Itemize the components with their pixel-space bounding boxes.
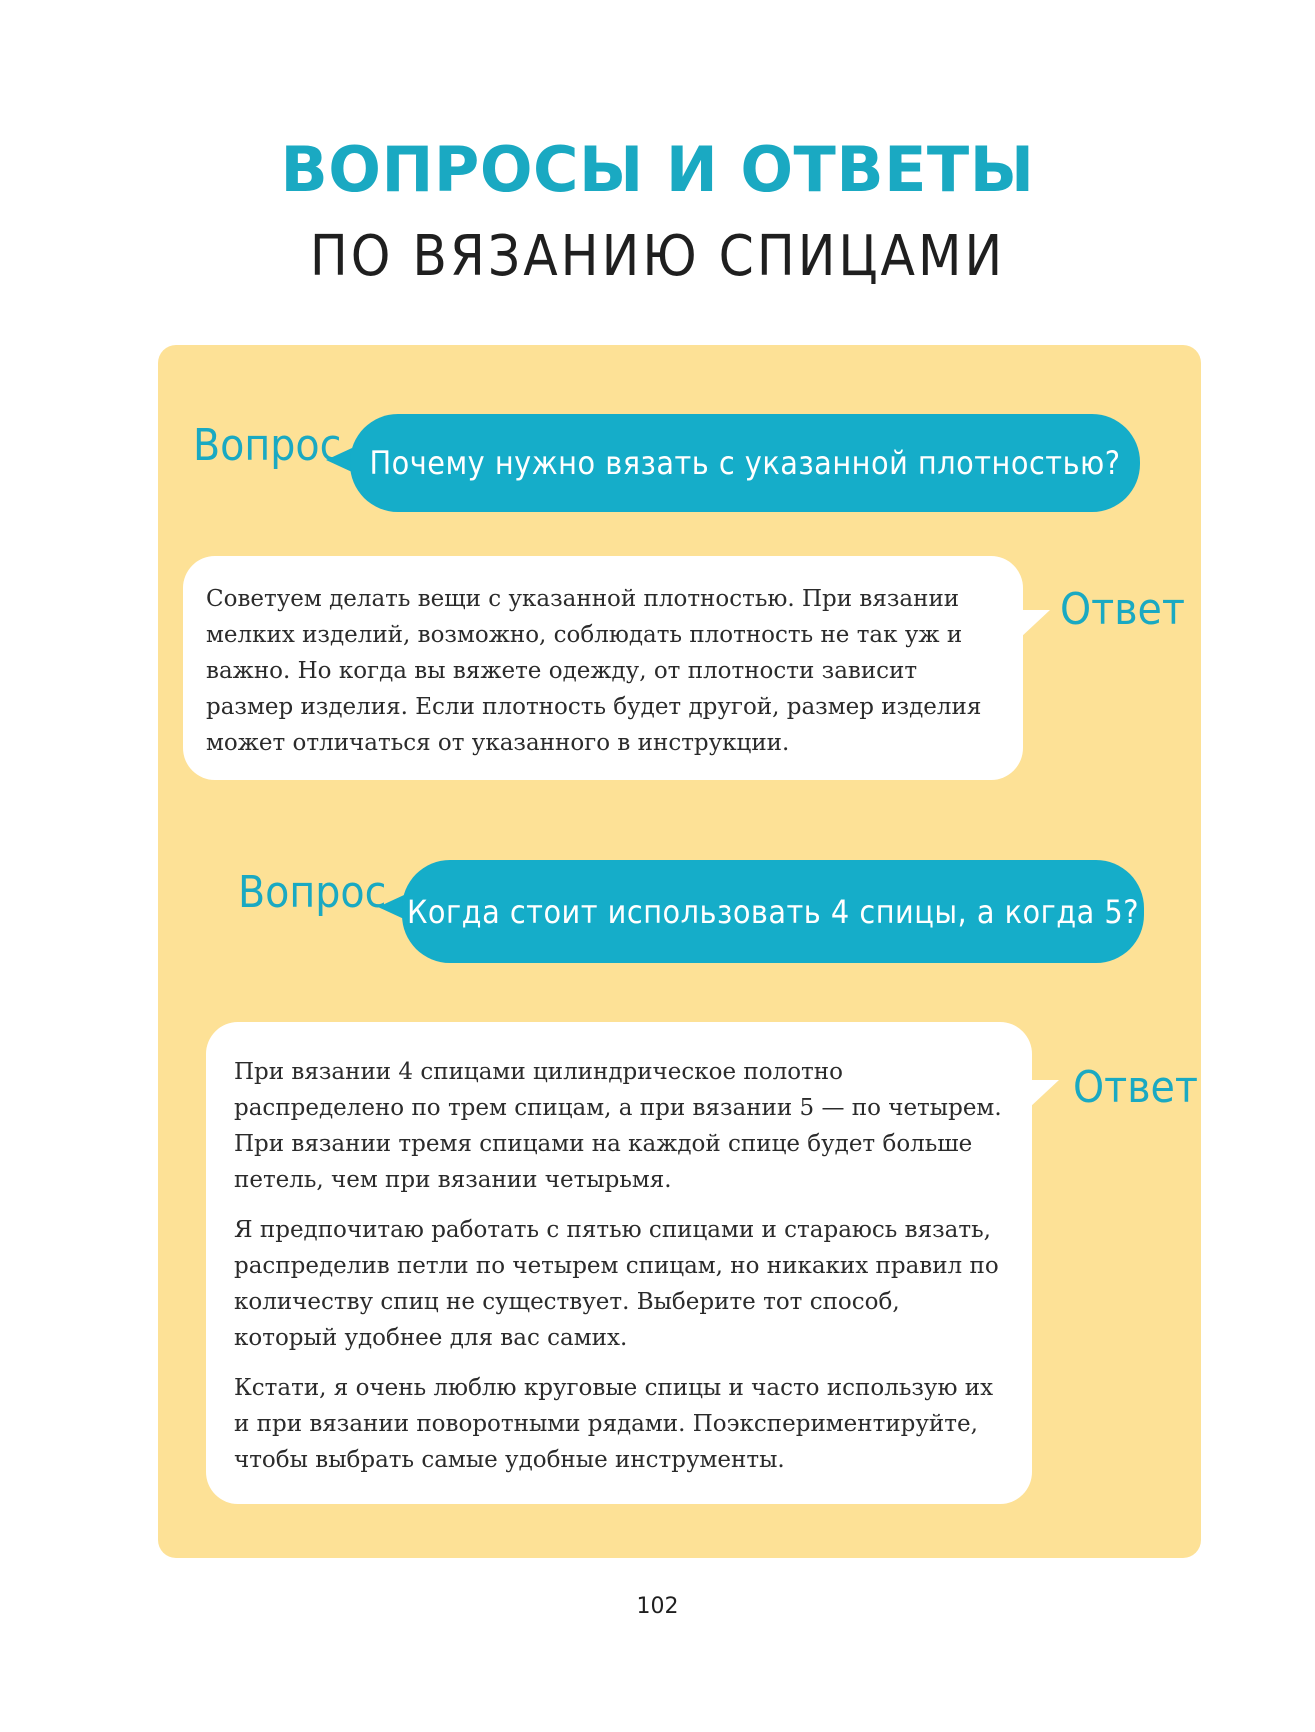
answer-paragraph: Кстати, я очень люблю круговые спицы и часто использую их и при вязании поворотными рядами. Поэкспериментируйте, чтобы выбрать самые удобные инструменты. (234, 1375, 994, 1473)
question-text: Почему нужно вязать с указанной плотностью? (369, 444, 1121, 482)
answer-label: Ответ (1073, 1062, 1198, 1113)
speech-tail (1029, 1080, 1059, 1108)
question-text: Когда стоит использовать 4 спицы, а когда 5? (406, 892, 1140, 931)
question-bubble (350, 414, 1140, 512)
answer-bubble (206, 1022, 1032, 1504)
page-title: ВОПРОСЫ И ОТВЕТЫ (280, 133, 1035, 206)
answer-label: Ответ (1060, 584, 1185, 635)
question-label: Вопрос (193, 420, 342, 471)
speech-tail (378, 895, 404, 919)
speech-tail (1020, 610, 1050, 638)
answer-bubble (183, 556, 1023, 780)
answer-paragraph: При вязании 4 спицами цилиндрическое полотно распределено по трем спицам, а при вязании 5 — по четырем. При вязании тремя спицами на каждой спице будет больше петель, чем при вязании четырьмя. (234, 1059, 1002, 1193)
question-label: Вопрос (238, 867, 387, 918)
answer-paragraph: Я предпочитаю работать с пятью спицами и стараюсь вязать, распределив петли по четырем спицам, но никаких правил по количеству спиц не существует. Выберите тот способ, который удобнее для вас самих. (234, 1217, 999, 1351)
page-subtitle: ПО ВЯЗАНИЮ СПИЦАМИ (309, 224, 1006, 289)
answer-paragraph: Советуем делать вещи с указанной плотностью. При вязании мелких изделий, возможно, соблюдать плотность не так уж и важно. Но когда вы вяжете одежду, от плотности зависит размер изделия. Если плотность будет другой, размер изделия может отличаться от указанного в инструкции. (206, 586, 982, 756)
question-bubble (402, 860, 1144, 963)
page-number: 102 (636, 1594, 679, 1619)
speech-tail (326, 448, 352, 472)
